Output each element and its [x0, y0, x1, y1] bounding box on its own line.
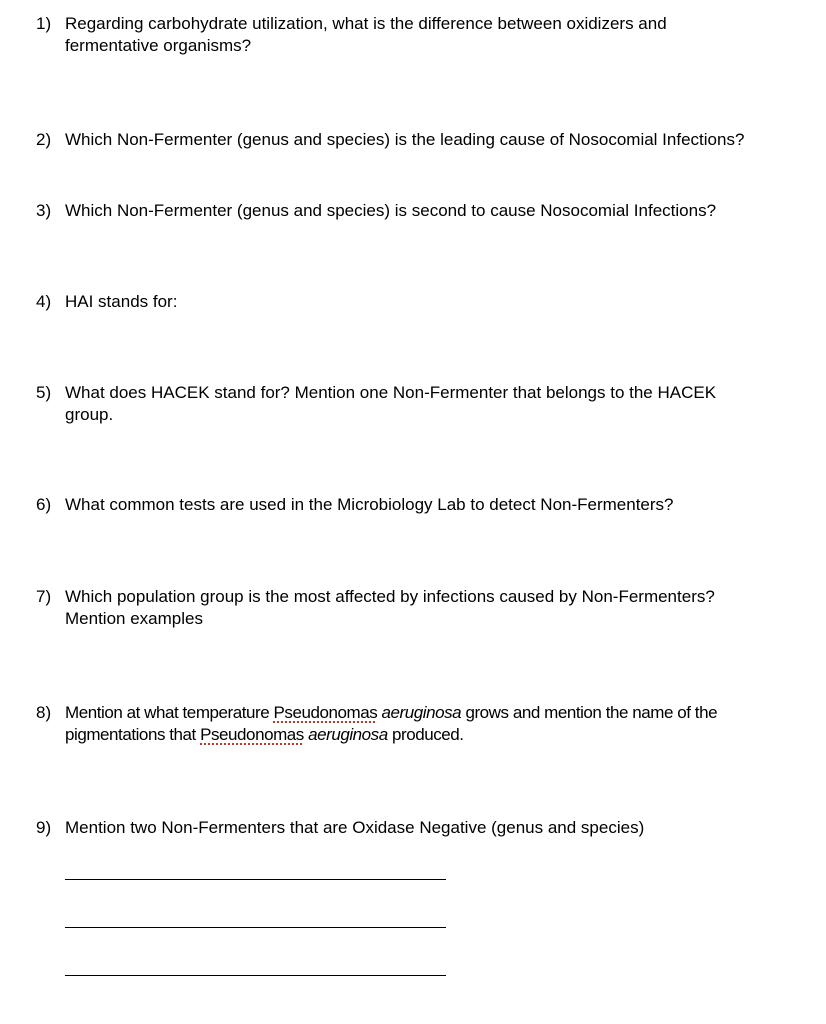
question-number: 4): [36, 292, 52, 311]
genus-name: Pseudonomas: [273, 703, 378, 722]
question-7: [36, 586, 796, 630]
species-name: aeruginosa: [377, 703, 462, 722]
question-2: [36, 129, 796, 151]
question-number: 5): [36, 383, 52, 402]
question-text: Regarding carbohydrate utilization, what is the difference between oxidizers and fermentative organisms?: [65, 14, 667, 55]
question-text: [65, 702, 755, 746]
question-text: Which Non-Fermenter (genus and species) is second to cause Nosocomial Infections?: [65, 201, 717, 220]
question-text-part: grows and mention the name of the pigmentations that: [65, 703, 718, 744]
question-8: [36, 702, 796, 746]
question-6: [36, 494, 796, 516]
answer-line-3[interactable]: [65, 975, 446, 976]
question-number: 3): [36, 201, 52, 220]
question-9: [36, 817, 796, 839]
question-number: 2): [36, 130, 52, 149]
question-text-part: Mention at what temperature: [65, 703, 274, 722]
question-number: 6): [36, 495, 52, 514]
answer-line-2[interactable]: [65, 927, 446, 928]
question-number: 7): [36, 587, 52, 606]
question-text-part: produced.: [387, 725, 464, 744]
question-4: [36, 291, 796, 313]
species-name: aeruginosa: [303, 725, 388, 744]
question-number: 1): [36, 14, 52, 33]
question-1: [36, 13, 796, 57]
question-text: HAI stands for:: [65, 292, 178, 311]
answer-line-1[interactable]: [65, 879, 446, 880]
question-number: 9): [36, 818, 52, 837]
question-text: Which population group is the most affected by infections caused by Non-Fermenters? Mention examples: [65, 587, 715, 628]
question-5: [36, 382, 796, 426]
question-text: What does HACEK stand for? Mention one Non-Fermenter that belongs to the HACEK group.: [65, 383, 717, 424]
question-text: What common tests are used in the Microbiology Lab to detect Non-Fermenters?: [65, 495, 674, 514]
question-text: Mention two Non-Fermenters that are Oxidase Negative (genus and species): [65, 818, 645, 837]
question-3: [36, 200, 796, 222]
genus-name: Pseudonomas: [200, 725, 304, 744]
question-number: 8): [36, 703, 52, 722]
question-text: Which Non-Fermenter (genus and species) is the leading cause of Nosocomial Infections?: [65, 130, 745, 149]
